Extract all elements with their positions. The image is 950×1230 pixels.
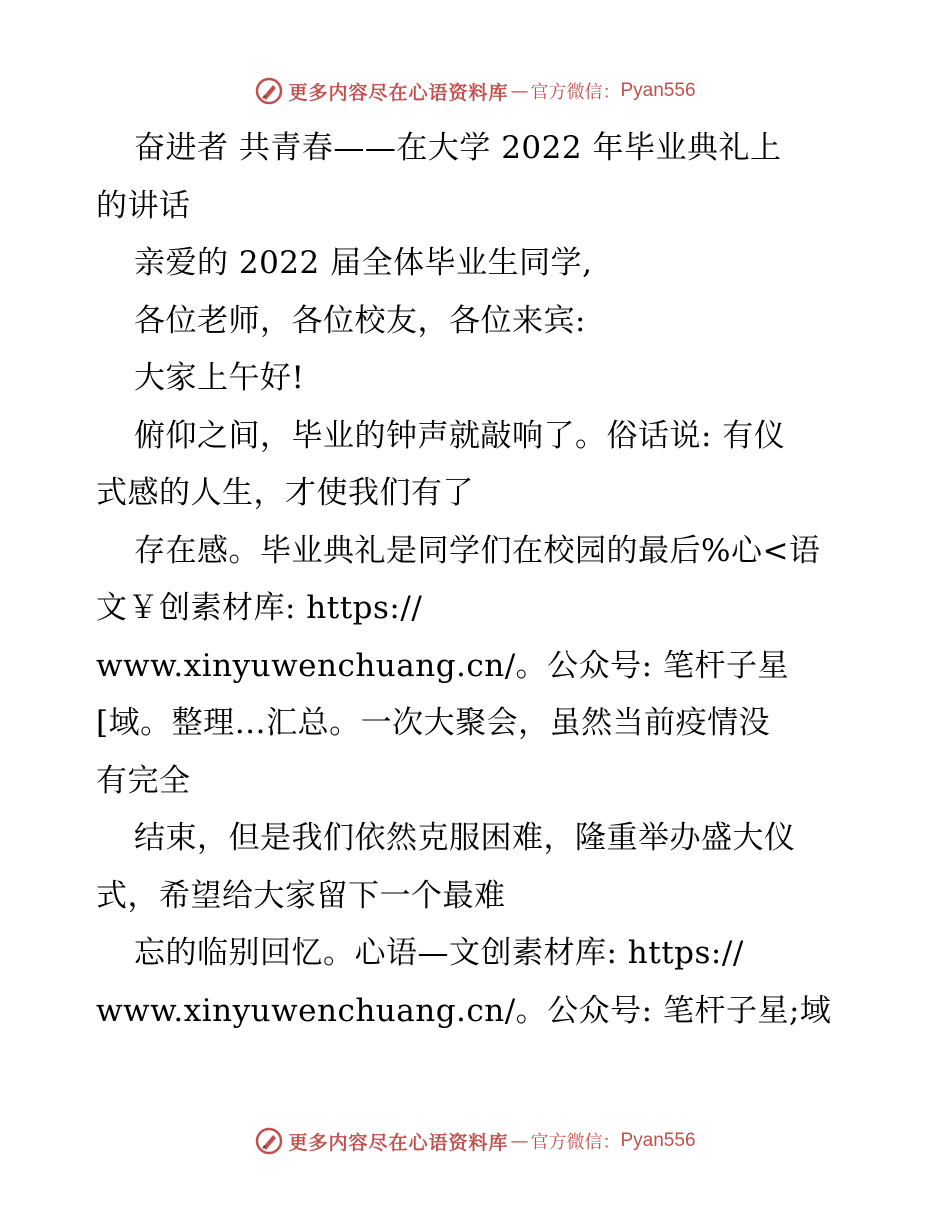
banner-wechat-label: 官方微信： [530, 82, 621, 103]
paragraph-line: [域。整理…汇总。一次大聚会，虽然当前疫情没 [96, 705, 771, 741]
paragraph-line: 的讲话 [96, 187, 191, 224]
banner-wechat-id: Pyan556 [620, 1130, 696, 1151]
document-body [96, 120, 856, 1040]
paragraph-line: 式感的人生，才使我们有了 [96, 475, 474, 511]
banner-main-text: 更多内容尽在心语资料库 [288, 1131, 509, 1154]
paragraph-line: 各位老师，各位校友，各位来宾: [134, 302, 586, 339]
paragraph-line: 俯仰之间，毕业的钟声就敲响了。俗话说: 有仪 [134, 417, 786, 454]
banner-dash: — [510, 80, 529, 102]
paragraph-line: 大家上午好! [134, 360, 305, 396]
header-watermark-banner [0, 74, 950, 108]
paragraph-line: www.xinyuwenchuang.cn/。公众号: 笔杆子星 [96, 647, 789, 684]
paragraph-line: 忘的临别回忆。心语—文创素材库: https:// [134, 935, 744, 971]
paragraph-line: 存在感。毕业典礼是同学们在校园的最后%心<语 [134, 532, 821, 569]
pen-nib-logo-icon [254, 1126, 284, 1156]
banner-wechat-label: 官方微信： [530, 1132, 621, 1153]
paragraph-line: 式，希望给大家留下一个最难 [96, 877, 506, 914]
paragraph-line: 奋进者 共青春——在大学 2022 年毕业典礼上 [134, 130, 782, 166]
banner-dash: — [510, 1130, 529, 1152]
banner-wechat-id: Pyan556 [620, 80, 696, 101]
paragraph-line: www.xinyuwenchuang.cn/。公众号: 笔杆子星;域 [96, 992, 832, 1029]
pen-nib-logo-icon [254, 76, 284, 106]
footer-watermark-banner [0, 1124, 950, 1158]
paragraph-line: 结束，但是我们依然克服困难，隆重举办盛大仪 [134, 820, 796, 856]
paragraph-line: 有完全 [96, 762, 191, 799]
paragraph-line: 亲爱的 2022 届全体毕业生同学, [134, 245, 593, 281]
banner-main-text: 更多内容尽在心语资料库 [288, 81, 509, 104]
paragraph-line: 文￥创素材库: https:// [96, 590, 423, 626]
